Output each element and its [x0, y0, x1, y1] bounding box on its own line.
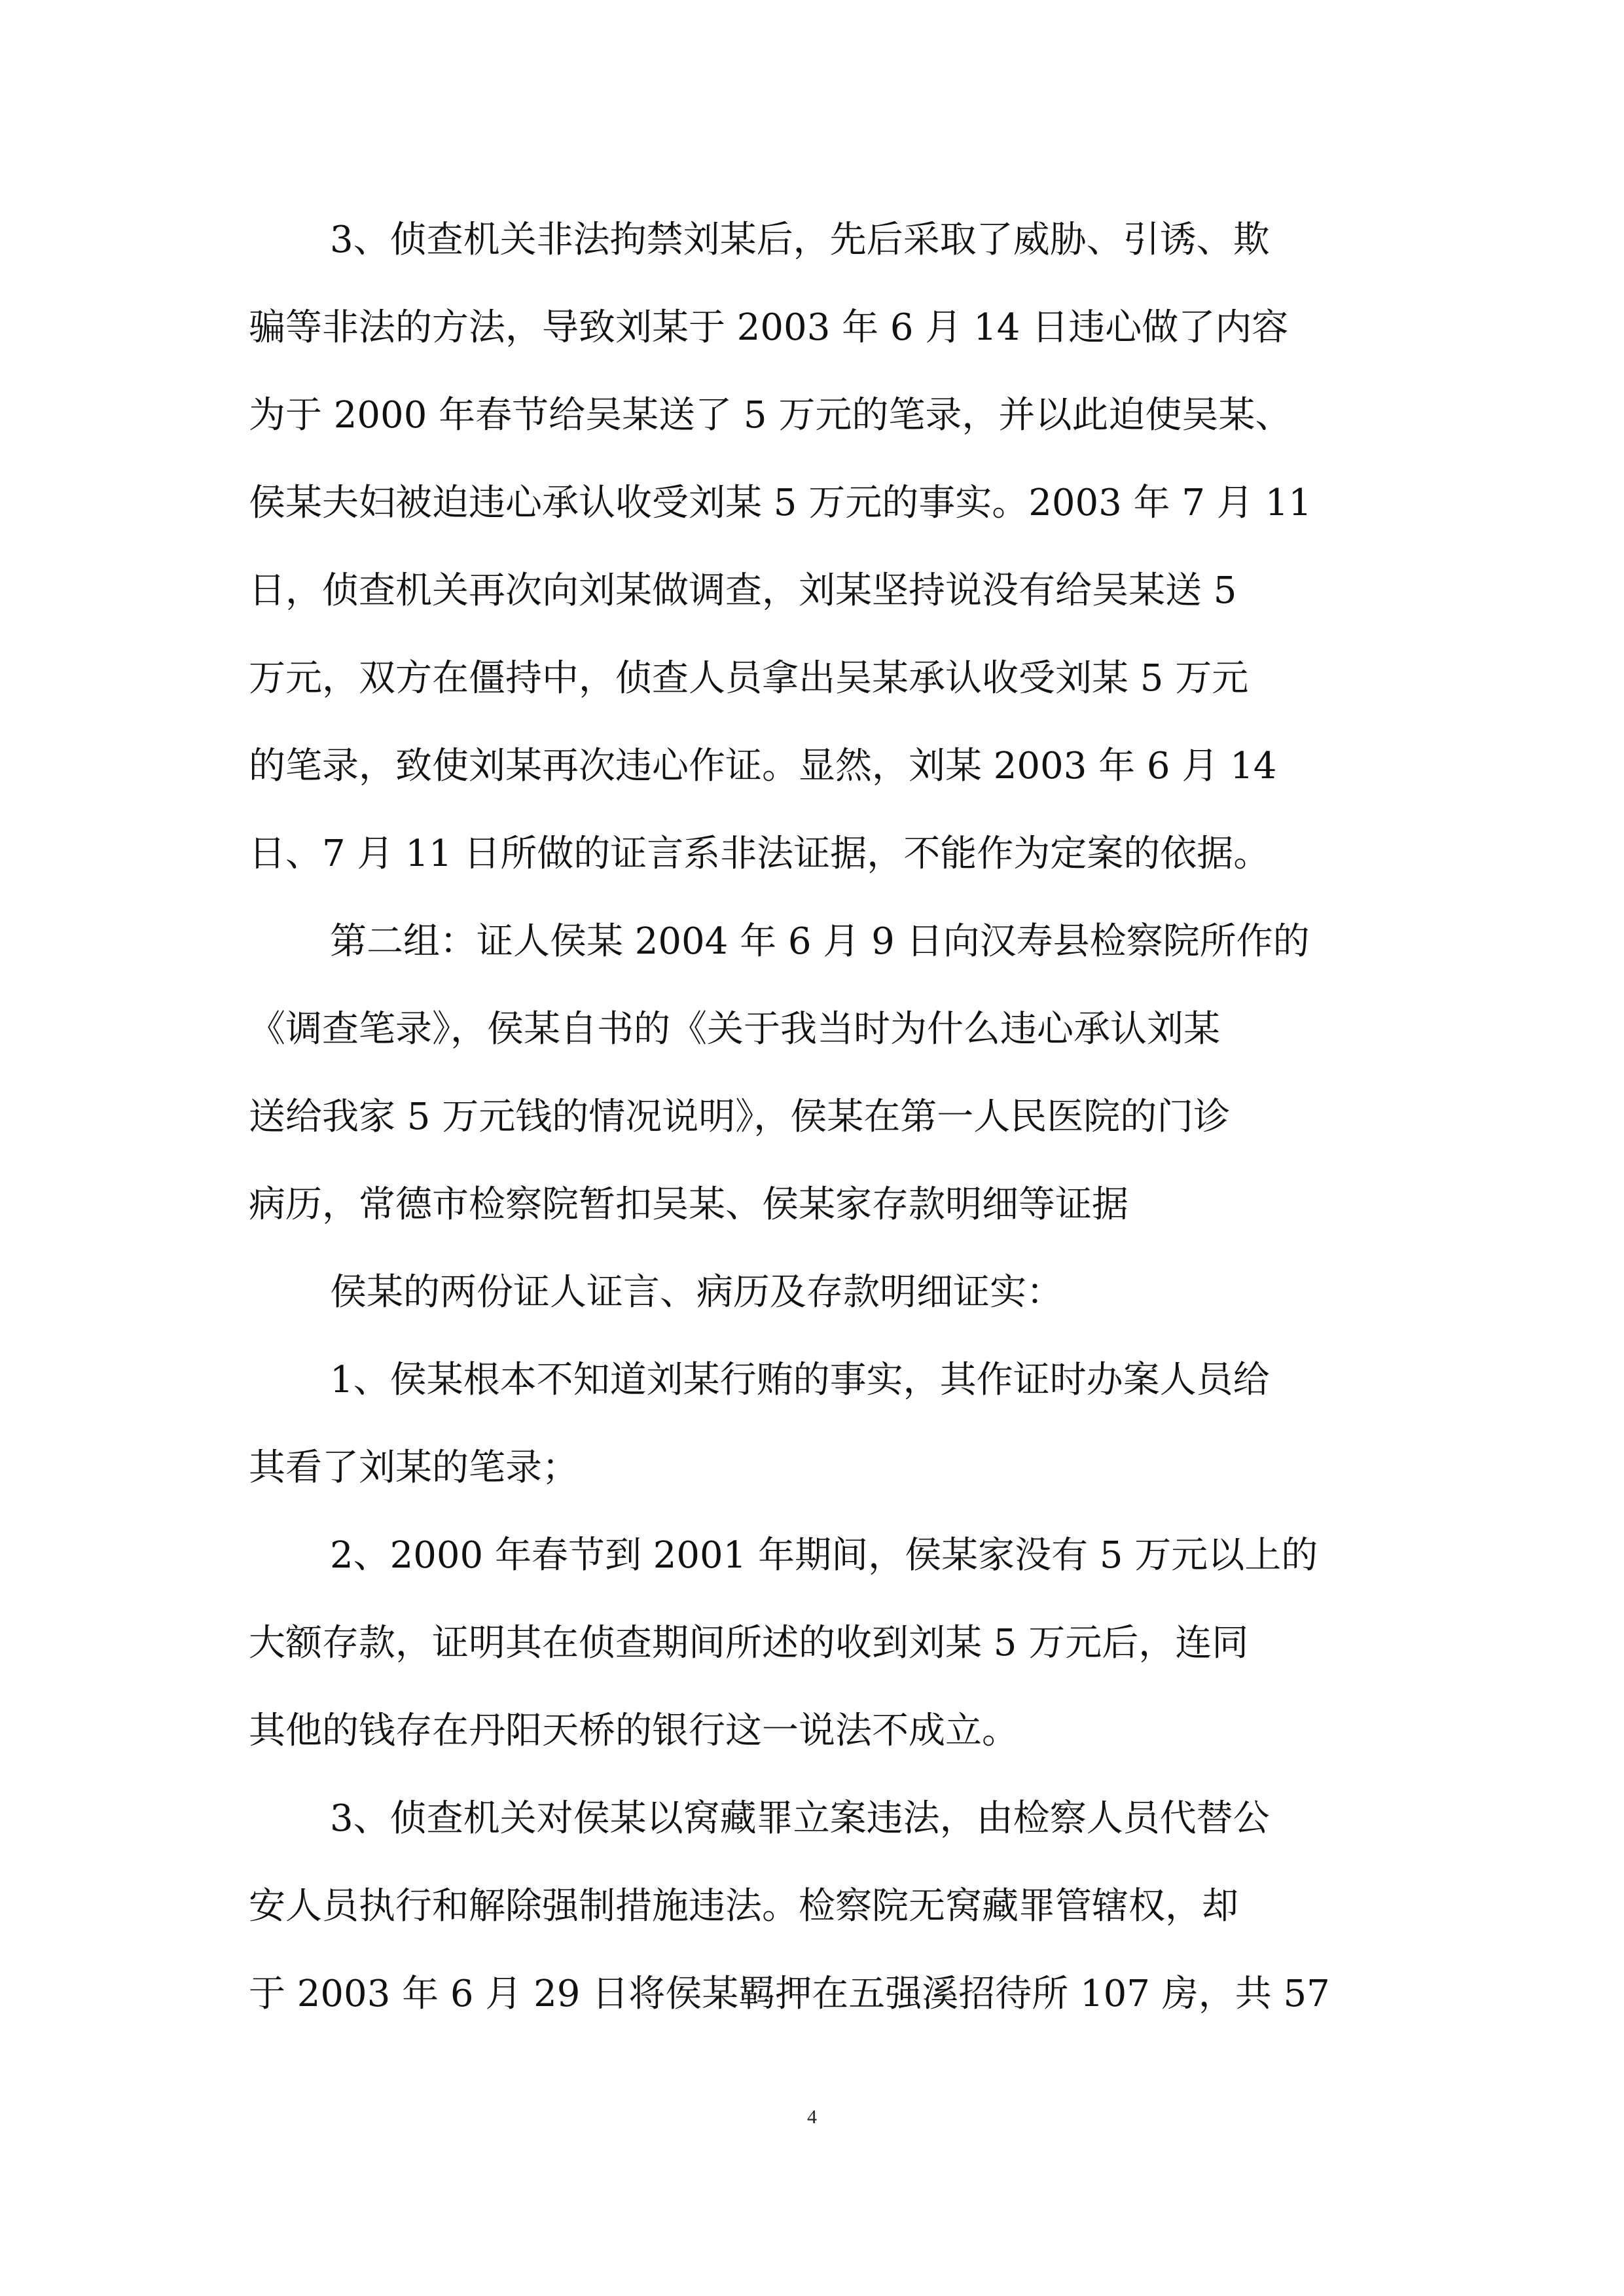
text-line: 为于 2000 年春节给吴某送了 5 万元的笔录，并以此迫使吴某、: [249, 394, 1292, 437]
text-line: 大额存款，证明其在侦查期间所述的收到刘某 5 万元后，连同: [249, 1622, 1249, 1664]
text-line: 其看了刘某的笔录；: [249, 1446, 579, 1489]
text-line: 送给我家 5 万元钱的情况说明》，侯某在第一人民医院的门诊: [249, 1096, 1231, 1138]
page-number: 4: [807, 2106, 817, 2128]
text-line: 日、7 月 11 日所做的证言系非法证据，不能作为定案的依据。: [249, 833, 1271, 875]
text-line: 安人员执行和解除强制措施违法。检察院无窝藏罪管辖权，却: [249, 1885, 1238, 1928]
text-line: 万元，双方在僵持中，侦查人员拿出吴某承认收受刘某 5 万元: [249, 657, 1249, 700]
text-line: 1、侯某根本不知道刘某行贿的事实，其作证时办案人员给: [330, 1359, 1270, 1401]
text-line: 3、侦查机关非法拘禁刘某后，先后采取了威胁、引诱、欺: [330, 219, 1270, 261]
text-line: 第二组：证人侯某 2004 年 6 月 9 日向汉寿县检察院所作的: [330, 920, 1310, 963]
text-line: 病历，常德市检察院暂扣吴某、侯某家存款明细等证据: [249, 1183, 1128, 1226]
text-line: 侯某夫妇被迫违心承认收受刘某 5 万元的事实。2003 年 7 月 11: [249, 482, 1312, 524]
text-line: 3、侦查机关对侯某以窝藏罪立案违法，由检察人员代替公: [330, 1797, 1270, 1840]
text-line: 其他的钱存在丹阳天桥的银行这一说法不成立。: [249, 1710, 1019, 1752]
text-line: 的笔录，致使刘某再次违心作证。显然，刘某 2003 年 6 月 14: [249, 745, 1277, 787]
text-line: 2、2000 年春节到 2001 年期间，侯某家没有 5 万元以上的: [330, 1534, 1318, 1577]
text-line: 日，侦查机关再次向刘某做调查，刘某坚持说没有给吴某送 5: [249, 569, 1237, 612]
document-body: [249, 196, 1388, 2038]
text-line: 《调查笔录》，侯某自书的《关于我当时为什么违心承认刘某: [249, 1008, 1220, 1050]
text-line: 侯某的两份证人证言、病历及存款明细证实：: [330, 1271, 1063, 1314]
text-line: 骗等非法的方法，导致刘某于 2003 年 6 月 14 日违心做了内容: [249, 306, 1289, 349]
text-line: 于 2003 年 6 月 29 日将侯某羁押在五强溪招待所 107 房，共 57: [249, 1973, 1330, 2015]
